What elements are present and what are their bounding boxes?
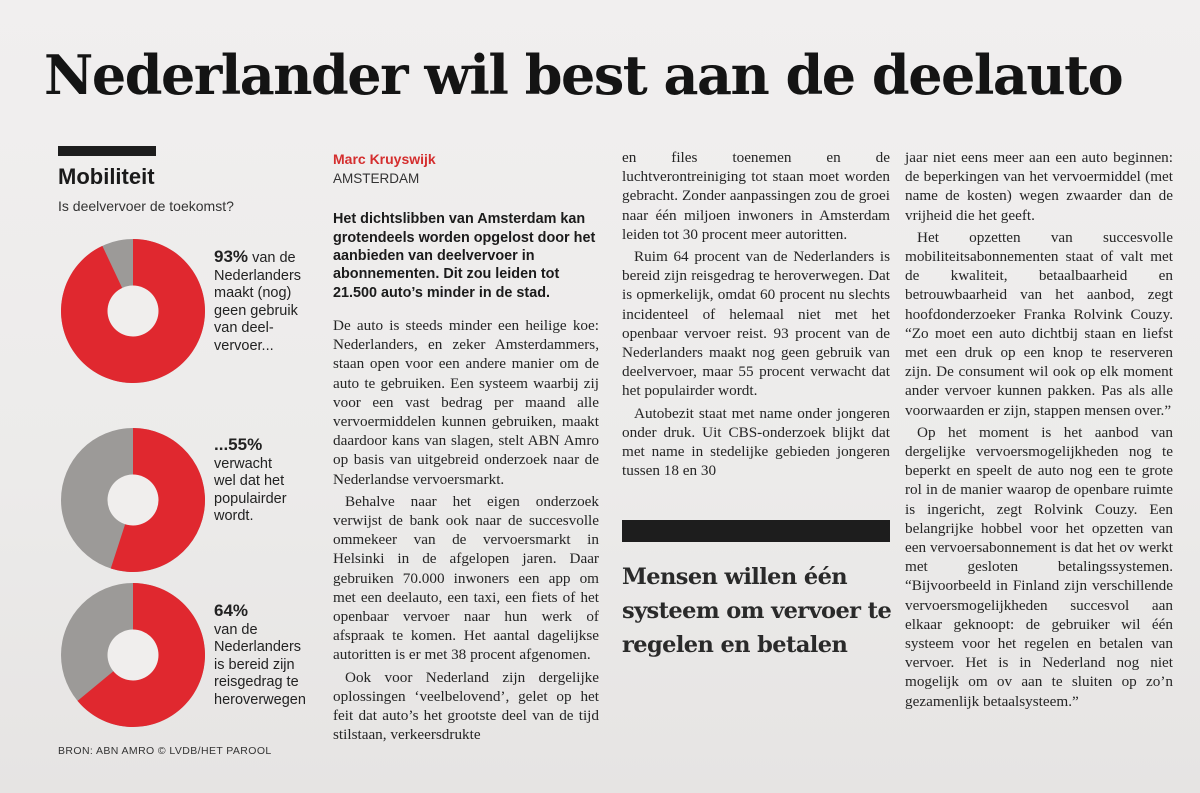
stat-line: vervoer... [214, 337, 274, 354]
article-column-3 [905, 148, 1173, 714]
stat-55 [214, 436, 287, 526]
body-paragraph: Autobezit staat met name onder jongeren onder druk. Uit CBS-onderzoek blijkt dat met name in stedelijke gebieden jongeren tussen 18 en 30 [622, 404, 890, 480]
article-column-2 [622, 148, 890, 483]
headline: Nederlander wil best aan de deelauto [44, 43, 1123, 107]
stat-93 [214, 248, 301, 355]
body-paragraph: Het opzetten van succesvolle mobiliteitsabonnementen staat of valt met de kwaliteit, betaalbaarheid en betrouwbaarheid van het aanbod, zegt hoofdonderzoeker Franka Rolvink Couzy. “Zo moet een auto dichtbij staan en liefst met een druk op een knop te reserveren zijn. De consument wil ook op elk moment ander vervoer kunnen pakken. Pas als alle voorwaarden er zijn, stappen mensen over.” [905, 228, 1173, 419]
stat-value: 93% [214, 247, 249, 266]
donut-hole [108, 475, 159, 526]
body-paragraph: Behalve naar het eigen onderzoek verwijst de bank ook naar de succesvolle ommekeer van de vervoersmarkt in Helsinki in de afgelopen jaren. Daar gebruiken 70.000 inwoners een app om met een deelauto, een taxi, een fiets of het openbaar vervoer naar hun werk of afspraak te komen. Het aantal dagelijkse autoritten is er met 38 procent afgenomen. [333, 492, 599, 664]
stat-value: 64% [214, 601, 249, 620]
stat-line: van de [214, 621, 258, 638]
stat-line: heroverwegen [214, 691, 306, 708]
donut-chart-93 [58, 236, 208, 386]
source-credit: BRON: ABN AMRO © LVDB/HET PAROOL [58, 745, 272, 757]
body-paragraph: Ruim 64 procent van de Nederlanders is bereid zijn reisgedrag te heroverwegen. Dat is opmerkelijk, omdat 60 procent nu slechts incidenteel of helemaal niet met het openbaar vervoer reist. 93 procent van de Nederlanders maakt nog geen gebruik van deelvervoer, maar 55 procent verwacht dat het populairder wordt. [622, 248, 890, 400]
section-marker-bar [58, 146, 156, 156]
stat-line: maakt (nog) [214, 285, 292, 301]
stat-line: is bereid zijn [214, 656, 295, 673]
body-paragraph: Op het moment is het aanbod van dergelijke vervoersmogelijkheden nog te beperkt en speelt de auto nog een te grote rol in de manier waarop de openbare ruimte is ingericht, zegt Rolvink Couzy. Een belangrijke hobbel voor het opzetten van een vervoersabonnement is dat het ov werkt met gesloten betalingssystemen. “Bijvoorbeeld in Finland zijn verschillende vervoersmogelijkheden succesvol aan elkaar geknoopt: de gebruiker wil één systeem voor het regelen en betalen van vervoer. Het is in Nederland nog niet mogelijk om ov aan te sluiten op zo’n gezamenlijk betaalsysteem.” [905, 423, 1173, 710]
stat-line: geen gebruik [214, 302, 298, 319]
lead-paragraph: Het dichtslibben van Amsterdam kan grotendeels worden opgelost door het aanbieden van deelvervoer in abonnementen. Dit zou leiden tot 21.500 auto’s minder in de stad. [333, 211, 596, 301]
donut-chart-64 [58, 580, 208, 730]
body-paragraph: De auto is steeds minder een heilige koe: Nederlanders, en zeker Amsterdammers, staan open voor een andere manier om de auto te gebruiken. Een systeem waarbij zij voor een vast bedrag per maand alle vervoermiddelen kunnen gebruiken, maakt daardoor kans van slagen, stelt ABN Amro op basis van uitgebreid onderzoek naar de Nederlandse vervoersmarkt. [333, 316, 599, 488]
stat-line: Nederlanders [214, 639, 302, 655]
section-title: Mobiliteit [58, 164, 155, 189]
pullquote-bar [622, 520, 890, 542]
article-column-1 [333, 150, 599, 747]
stat-64 [214, 602, 306, 709]
stat-value: 55% [228, 435, 263, 454]
byline-city: AMSTERDAM [333, 171, 420, 187]
donut-chart-55 [58, 425, 208, 575]
stat-line: van deel- [214, 320, 274, 336]
infographic-sidebar [46, 140, 316, 780]
stat-line: reisgedrag te [214, 674, 299, 690]
byline-author: Marc Kruyswijk [333, 151, 436, 167]
donut-hole [108, 630, 159, 681]
stat-line: wel dat het [214, 473, 285, 489]
stat-line: Nederlanders [214, 267, 302, 284]
body-paragraph: jaar niet eens meer aan een auto beginnen: de beperkingen van het vervoermiddel (met name de kosten) wegen zwaarder dan de vrijheid die het geeft. [905, 149, 1173, 224]
stat-line: van de [252, 250, 296, 266]
stat-line: populairder [214, 490, 287, 507]
section-question: Is deelvervoer de toekomst? [58, 198, 234, 214]
body-paragraph: en files toenemen en de luchtverontreiniging tot staan moet worden gebracht. Zonder aanpassingen zou de groei naar één miljoen inwoners in Amsterdam leiden tot 30 procent meer autoritten. [622, 149, 890, 243]
stat-line: verwacht [214, 455, 273, 472]
stat-line: wordt. [214, 508, 254, 524]
pullquote: Mensen willen één systeem om vervoer te regelen en betalen [622, 564, 892, 658]
stat-prefix: ... [214, 435, 229, 454]
donut-hole [108, 286, 159, 337]
body-paragraph: Ook voor Nederland zijn dergelijke oplossingen ‘veelbelovend’, gelet op het feit dat auto’s het grootste deel van de tijd stilstaan, verkeersdrukte [333, 668, 599, 744]
